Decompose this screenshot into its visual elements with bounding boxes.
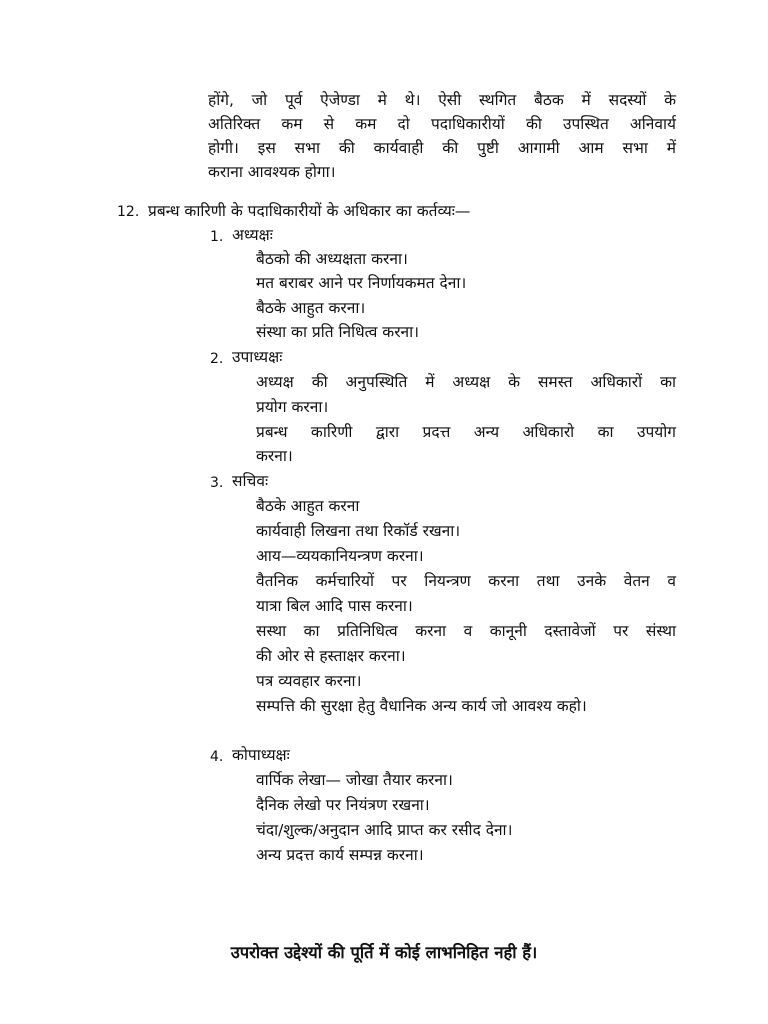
role-title: सचिवः bbox=[232, 472, 269, 490]
intro-line: अतिरिक्त कम से कम दो पदाधिकारीयों की उपस्थित अनिवार्य bbox=[208, 115, 676, 133]
intro-line: होगी। इस सभा की कार्यवाही की पुष्टी आगामी आम सभा में bbox=[208, 139, 676, 157]
role-title: उपाध्यक्षः bbox=[232, 348, 283, 366]
duty-item: की ओर से हस्ताक्षर करना। bbox=[256, 647, 406, 665]
role-number: 3. bbox=[210, 475, 224, 491]
duty-item: दैनिक लेखो पर नियंत्रण रखना। bbox=[256, 796, 430, 814]
section-number: 12. bbox=[117, 204, 140, 220]
duty-item: बैठको की अध्यक्षता करना। bbox=[256, 250, 408, 268]
duty-item: आय—व्ययकानियन्त्रण करना। bbox=[256, 547, 424, 565]
role-number: 2. bbox=[210, 351, 224, 367]
duty-item: पत्र व्यवहार करना। bbox=[256, 672, 362, 690]
duty-item: अन्य प्रदत्त कार्य सम्पन्न करना। bbox=[256, 846, 424, 864]
duty-item: संस्था का प्रति निधित्व करना। bbox=[256, 323, 420, 341]
duty-item: यात्रा बिल आदि पास करना। bbox=[256, 597, 413, 615]
duty-item: कार्यवाही लिखना तथा रिकॉर्ड रखना। bbox=[256, 522, 461, 540]
role-number: 1. bbox=[210, 229, 224, 245]
role-title: कोपाध्यक्षः bbox=[232, 746, 290, 764]
intro-line: होंगे, जो पूर्व ऐजेण्डा मे थे। ऐसी स्थगित बैठक में सदस्यों के bbox=[208, 91, 676, 109]
role-title: अध्यक्षः bbox=[232, 226, 273, 244]
duty-item: मत बराबर आने पर निर्णायकमत देना। bbox=[256, 274, 467, 292]
duty-item: बैठके आहुत करना bbox=[256, 497, 360, 515]
duty-item: चंदा/शुल्क/अनुदान आदि प्राप्त कर रसीद देना। bbox=[256, 821, 513, 839]
role-number: 4. bbox=[210, 749, 224, 765]
duty-item: प्रबन्ध कारिणी द्वारा प्रदत्त अन्य अधिकारो का उपयोग bbox=[256, 423, 676, 441]
duty-item: अध्यक्ष की अनुपस्थिति में अध्यक्ष के समस्त अधिकारों का bbox=[256, 373, 676, 391]
duty-item: वैतनिक कर्मचारियों पर नियन्त्रण करना तथा उनके वेतन व bbox=[256, 572, 676, 590]
duty-item: सम्पत्ति की सुरक्षा हेतु वैधानिक अन्य कार्य जो आवश्य कहो। bbox=[256, 697, 587, 715]
section-title: प्रबन्ध कारिणी के पदाधिकारीयों के अधिकार का कर्तव्यः— bbox=[148, 202, 471, 220]
duty-item: वार्पिक लेखा— जोखा तैयार करना। bbox=[256, 771, 453, 789]
duty-item: करना। bbox=[256, 447, 293, 465]
duty-item: प्रयोग करना। bbox=[256, 398, 329, 416]
intro-line: कराना आवश्यक होगा। bbox=[208, 163, 336, 181]
duty-item: बैठके आहुत करना। bbox=[256, 299, 366, 317]
closing-statement: उपरोक्त उद्देश्यों की पूर्ति में कोई लाभनिहित नही हैं। bbox=[230, 943, 538, 962]
duty-item: सस्था का प्रतिनिधित्व करना व कानूनी दस्तावेजों पर संस्था bbox=[256, 622, 676, 640]
